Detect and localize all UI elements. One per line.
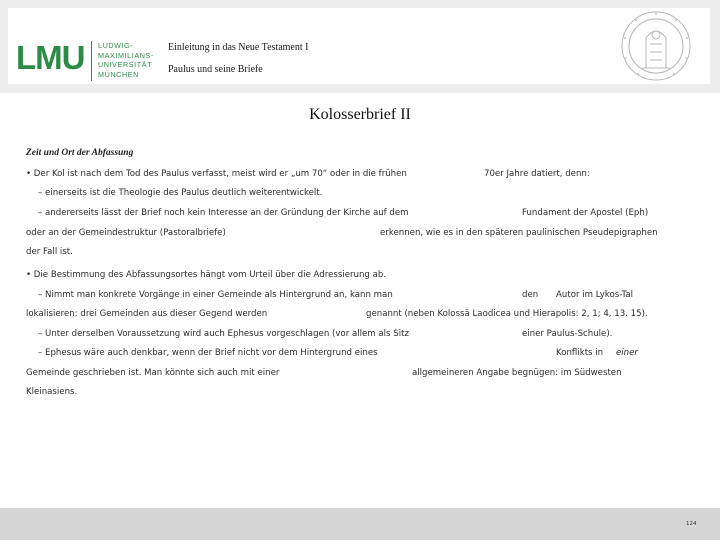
logo-divider bbox=[91, 41, 92, 81]
university-logo bbox=[8, 8, 166, 84]
continuation-text: oder an der Gemeindestruktur (Pastoralbriefe) bbox=[26, 228, 226, 238]
sub-bullet-text: Fundament der Apostel (Eph) bbox=[522, 208, 649, 218]
footer-bar bbox=[0, 508, 720, 540]
logo-wordmark bbox=[98, 41, 154, 79]
sub-bullet-text: – einerseits ist die Theologie des Paulus deutlich weiterentwickelt. bbox=[38, 188, 323, 198]
sub-bullet-text: Autor im Lykos-Tal bbox=[556, 290, 633, 300]
continuation-text: Gemeinde geschrieben ist. Man könnte sich auch mit einer bbox=[26, 368, 280, 378]
continuation-text: Kleinasiens. bbox=[26, 387, 78, 397]
seal-box bbox=[590, 8, 710, 84]
sub-bullet-text: Konflikts in bbox=[556, 348, 604, 358]
sub-bullet-text: einer Paulus-Schule). bbox=[522, 329, 613, 339]
bullet-text: • Die Bestimmung des Abfassungsortes hängt vom Urteil über die Adressierung ab. bbox=[26, 270, 387, 280]
section-heading: Zeit und Ort der Abfassung bbox=[26, 148, 134, 158]
course-title-box bbox=[166, 8, 590, 84]
continuation-text: allgemeineren Angabe begnügen: im Südwesten bbox=[412, 368, 622, 378]
continuation-text: der Fall ist. bbox=[26, 247, 73, 257]
slide-title: Kolosserbrief II bbox=[309, 106, 411, 123]
bullet-text: • Der Kol ist nach dem Tod des Paulus verfasst, meist wird er „um 70“ oder in die frühen bbox=[26, 169, 407, 179]
logo-line: MÜNCHEN bbox=[98, 69, 139, 79]
bullet-text: 70er Jahre datiert, denn: bbox=[484, 169, 590, 179]
sub-bullet-text: – Unter derselben Voraussetzung wird auch Ephesus vorgeschlagen (vor allem als Sitz bbox=[38, 329, 409, 339]
sub-bullet-text: – Ephesus wäre auch denkbar, wenn der Brief nicht vor dem Hintergrund eines bbox=[38, 348, 378, 358]
continuation-text: lokalisieren: drei Gemeinden aus dieser Gegend werden bbox=[26, 309, 268, 319]
course-title: Einleitung in das Neue Testament I bbox=[168, 42, 309, 53]
header-bar bbox=[0, 0, 720, 93]
university-seal-icon bbox=[590, 8, 710, 84]
logo-line: UNIVERSITÄT bbox=[98, 60, 153, 70]
sub-bullet-text: – andererseits lässt der Brief noch kein Interesse an der Gründung der Kirche auf dem bbox=[38, 208, 409, 218]
sub-bullet-text: einer bbox=[616, 348, 638, 358]
sub-bullet-text: den bbox=[522, 290, 539, 300]
logo-mark: LMU bbox=[16, 39, 85, 76]
continuation-text: erkennen, wie es in den späteren paulinischen Pseudepigraphen bbox=[380, 228, 658, 238]
sub-bullet-text: – Nimmt man konkrete Vorgänge in einer Gemeinde als Hintergrund an, kann man bbox=[38, 290, 393, 300]
course-subtitle: Paulus und seine Briefe bbox=[168, 64, 263, 75]
continuation-text: genannt (neben Kolossä Laodicea und Hierapolis: 2, 1; 4, 13. 15). bbox=[366, 309, 648, 319]
page-number: 124 bbox=[686, 521, 697, 527]
logo-line: LUDWIG- bbox=[98, 41, 134, 50]
logo-line: MAXIMILIANS- bbox=[98, 50, 154, 60]
